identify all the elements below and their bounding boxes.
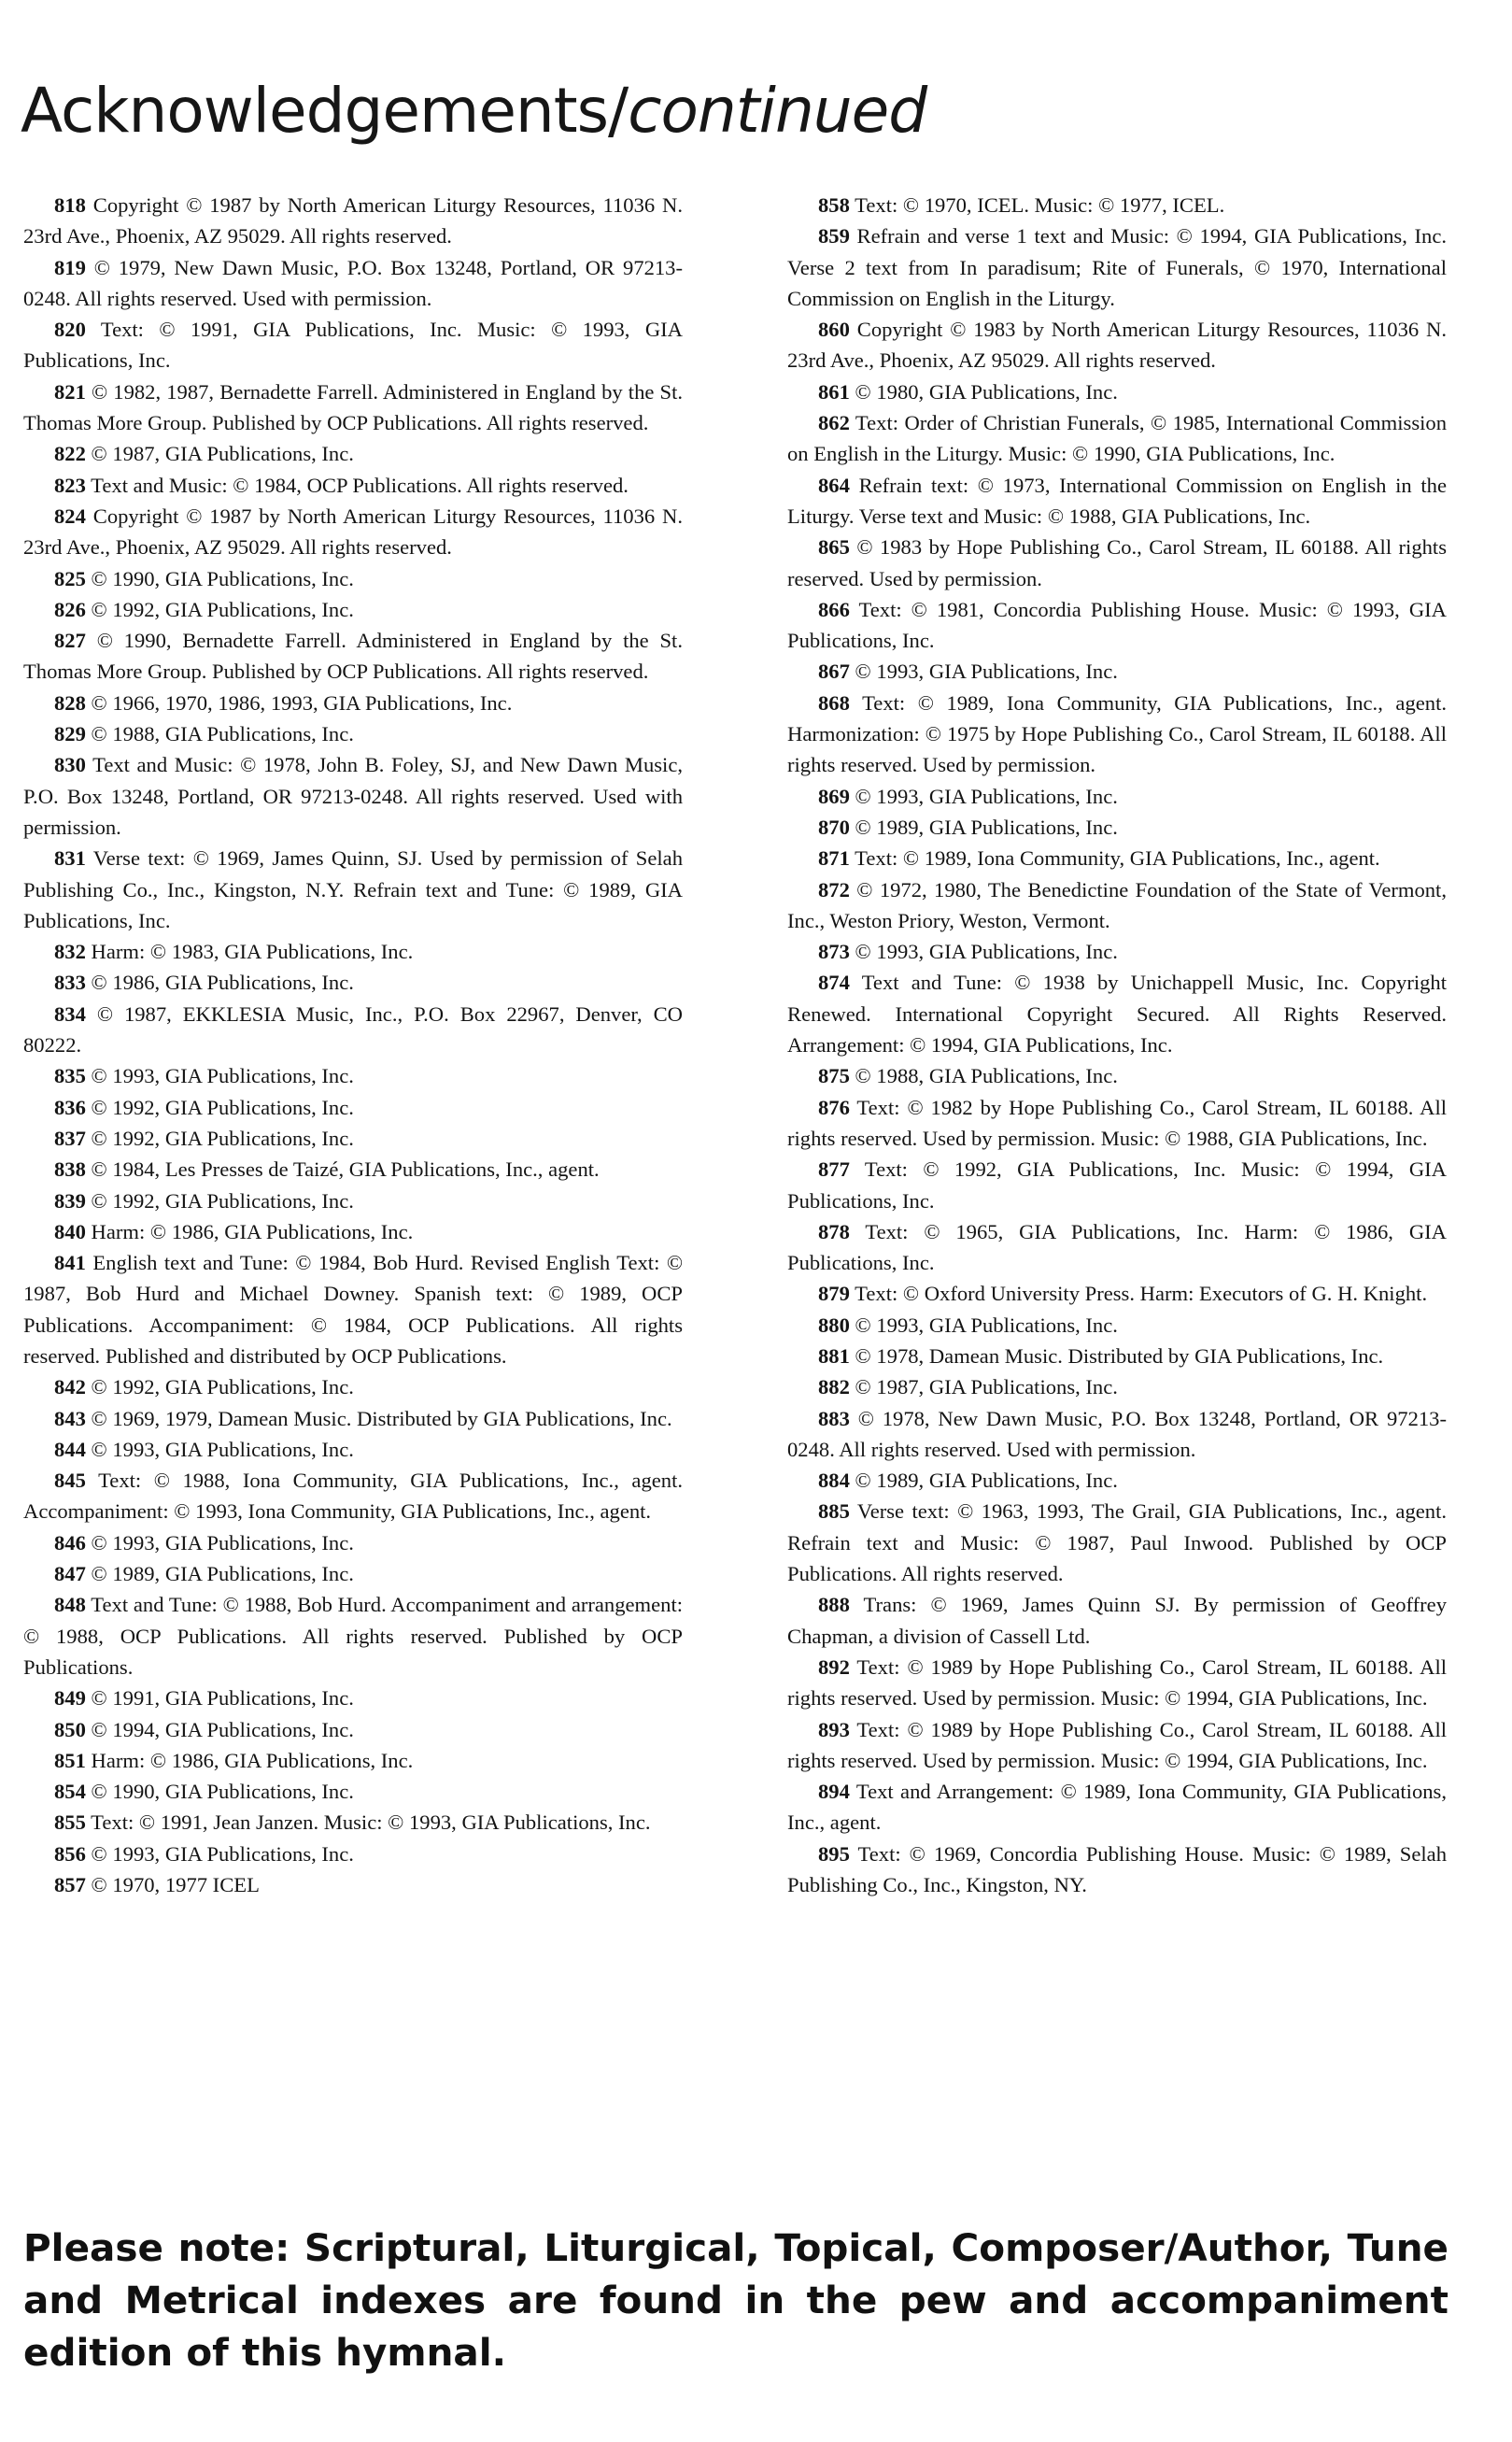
hymn-number: 824 <box>54 504 86 528</box>
copyright-text: Text: © 1988, Iona Community, GIA Publications, Inc., agent. Accompaniment: © 1993, Iona Community, GIA Publications, Inc., agent. <box>23 1469 683 1524</box>
copyright-text: © 1992, GIA Publications, Inc. <box>91 597 354 621</box>
copyright-text: © 1993, GIA Publications, Inc. <box>855 940 1118 964</box>
hymn-number: 827 <box>54 629 86 653</box>
copyright-text: © 1993, GIA Publications, Inc. <box>91 1841 354 1866</box>
copyright-text: © 1989, GIA Publications, Inc. <box>855 1469 1118 1493</box>
copyright-text: © 1987, GIA Publications, Inc. <box>91 442 354 466</box>
acknowledgement-entry <box>787 656 1447 687</box>
acknowledgement-entry <box>787 1278 1447 1309</box>
copyright-text: © 1991, GIA Publications, Inc. <box>91 1686 354 1711</box>
acknowledgements-left-column <box>23 190 683 1900</box>
copyright-text: Text: © 1992, GIA Publications, Inc. Music: © 1994, GIA Publications, Inc. <box>787 1157 1447 1213</box>
copyright-text: Text: © 1981, Concordia Publishing House. Music: © 1993, GIA Publications, Inc. <box>787 597 1447 653</box>
acknowledgement-entry <box>787 407 1447 470</box>
hymn-number: 851 <box>54 1748 86 1772</box>
acknowledgements-right-column <box>787 190 1447 1900</box>
hymn-number: 858 <box>818 193 850 217</box>
hymn-number: 868 <box>818 690 850 715</box>
acknowledgement-entry <box>23 1216 683 1247</box>
hymn-number: 866 <box>818 597 850 621</box>
copyright-text: © 1993, GIA Publications, Inc. <box>855 784 1118 808</box>
hymn-number: 874 <box>818 971 850 995</box>
hymn-number: 870 <box>818 815 850 839</box>
copyright-text: Text and Music: © 1984, OCP Publications. All rights reserved. <box>91 473 629 497</box>
hymn-number: 895 <box>818 1841 850 1866</box>
copyright-text: © 1988, GIA Publications, Inc. <box>91 722 354 746</box>
copyright-text: © 1966, 1970, 1986, 1993, GIA Publications, Inc. <box>91 690 513 715</box>
acknowledgement-entry <box>23 563 683 594</box>
copyright-text: Text: © 1989 by Hope Publishing Co., Carol Stream, IL 60188. All rights reserved. Used by permission. Music: © 1994, GIA Publications, Inc. <box>787 1717 1448 1772</box>
hymn-number: 821 <box>54 379 86 404</box>
copyright-text: © 1993, GIA Publications, Inc. <box>91 1530 354 1555</box>
acknowledgement-entry <box>23 749 683 843</box>
acknowledgement-entry <box>787 967 1447 1060</box>
acknowledgement-entry <box>23 1589 683 1682</box>
copyright-text: Text: © 1969, Concordia Publishing House. Music: © 1989, Selah Publishing Co., Inc., Kingston, NY. <box>787 1841 1447 1897</box>
acknowledgement-entry <box>787 1371 1447 1402</box>
acknowledgement-entry <box>787 781 1447 812</box>
copyright-text: Text: © 1970, ICEL. Music: © 1977, ICEL. <box>855 193 1225 217</box>
title-continued: continued <box>628 75 927 147</box>
hymn-number: 818 <box>54 193 86 217</box>
acknowledgement-entry <box>787 1465 1447 1496</box>
hymn-number: 882 <box>818 1375 850 1399</box>
acknowledgement-entry <box>23 688 683 718</box>
hymn-number: 838 <box>54 1157 86 1182</box>
copyright-text: © 1983 by Hope Publishing Co., Carol Stream, IL 60188. All rights reserved. Used by permission. <box>787 535 1448 590</box>
acknowledgement-entry <box>787 1310 1447 1341</box>
copyright-text: © 1980, GIA Publications, Inc. <box>855 379 1118 404</box>
hymn-number: 883 <box>818 1406 850 1430</box>
hymn-number: 820 <box>54 318 86 342</box>
copyright-text: © 1992, GIA Publications, Inc. <box>91 1375 354 1399</box>
hymn-number: 888 <box>818 1593 850 1617</box>
hymn-number: 835 <box>54 1064 86 1088</box>
copyright-text: Text: © 1991, Jean Janzen. Music: © 1993, GIA Publications, Inc. <box>91 1810 651 1835</box>
acknowledgement-entry <box>23 501 683 563</box>
acknowledgement-entry <box>787 1216 1447 1279</box>
acknowledgement-entry <box>23 1434 683 1465</box>
copyright-text: Harm: © 1986, GIA Publications, Inc. <box>91 1219 414 1243</box>
acknowledgement-entry <box>23 1869 683 1900</box>
acknowledgement-entry <box>23 1776 683 1807</box>
hymn-number: 864 <box>818 473 850 497</box>
copyright-text: © 1992, GIA Publications, Inc. <box>91 1095 354 1119</box>
copyright-text: © 1993, GIA Publications, Inc. <box>91 1064 354 1088</box>
copyright-text: © 1969, 1979, Damean Music. Distributed by GIA Publications, Inc. <box>91 1406 672 1430</box>
copyright-text: Text: © Oxford University Press. Harm: Executors of G. H. Knight. <box>855 1282 1428 1306</box>
hymn-number: 861 <box>818 379 850 404</box>
copyright-text: Refrain text: © 1973, International Commission on English in the Liturgy. Verse text and Music: © 1988, GIA Publications, Inc. <box>787 473 1447 528</box>
acknowledgement-entry <box>23 967 683 998</box>
acknowledgement-entry <box>23 936 683 967</box>
copyright-text: © 1982, 1987, Bernadette Farrell. Administered in England by the St. Thomas More Group. Published by OCP Publications. All rights reserved. <box>23 379 683 435</box>
copyright-text: Copyright © 1987 by North American Liturgy Resources, 11036 N. 23rd Ave., Phoenix, AZ 95029. All rights reserved. <box>23 504 683 560</box>
hymn-number: 840 <box>54 1219 86 1243</box>
hymn-number: 830 <box>54 753 86 777</box>
hymn-number: 845 <box>54 1469 86 1493</box>
hymn-number: 848 <box>54 1593 86 1617</box>
acknowledgement-entry <box>787 594 1447 657</box>
copyright-text: Text and Tune: © 1938 by Unichappell Music, Inc. Copyright Renewed. International Copyright Secured. All Rights Reserved. Arrangement: © 1994, GIA Publications, Inc. <box>787 971 1447 1058</box>
acknowledgement-entry <box>23 1527 683 1558</box>
hymn-number: 843 <box>54 1406 86 1430</box>
copyright-text: Verse text: © 1969, James Quinn, SJ. Used by permission of Selah Publishing Co., Inc., Kingston, N.Y. Refrain text and Tune: © 1989, GIA Publications, Inc. <box>23 846 683 932</box>
copyright-text: Text: Order of Christian Funerals, © 1985, International Commission on English in the Liturgy. Music: © 1990, GIA Publications, Inc. <box>787 411 1447 466</box>
acknowledgement-entry <box>787 843 1447 873</box>
hymn-number: 867 <box>818 660 850 684</box>
acknowledgement-entry <box>23 1807 683 1838</box>
acknowledgement-entry <box>787 1060 1447 1091</box>
copyright-text: Text and Tune: © 1988, Bob Hurd. Accompaniment and arrangement: © 1988, OCP Publications. All rights reserved. Published by OCP Publications. <box>23 1593 683 1679</box>
copyright-text: English text and Tune: © 1984, Bob Hurd. Revised English Text: © 1987, Bob Hurd and Michael Downey. Spanish text: © 1989, OCP Publications. Accompaniment: © 1984, OCP Publications. All rights reserved. Published and distributed by OCP Publications. <box>23 1251 683 1368</box>
hymn-number: 860 <box>818 318 850 342</box>
acknowledgement-entry <box>23 718 683 749</box>
hymn-number: 822 <box>54 442 86 466</box>
acknowledgement-entry <box>23 376 683 439</box>
hymn-number: 875 <box>818 1064 850 1088</box>
acknowledgement-entry <box>787 1496 1447 1589</box>
hymn-number: 828 <box>54 690 86 715</box>
copyright-text: Text and Arrangement: © 1989, Iona Community, GIA Publications, Inc., agent. <box>787 1780 1447 1835</box>
acknowledgement-entry <box>23 190 683 252</box>
hymn-number: 871 <box>818 846 850 871</box>
acknowledgement-entry <box>23 438 683 469</box>
hymn-number: 894 <box>818 1780 850 1804</box>
hymn-number: 839 <box>54 1188 86 1213</box>
hymn-number: 881 <box>818 1343 850 1368</box>
copyright-text: © 1989, GIA Publications, Inc. <box>91 1562 354 1586</box>
copyright-text: Refrain and verse 1 text and Music: © 1994, GIA Publications, Inc. Verse 2 text from In paradisum; Rite of Funerals, © 1970, International Commission on English in the Liturgy. <box>787 224 1447 310</box>
acknowledgement-entry <box>23 470 683 501</box>
acknowledgement-entry <box>23 625 683 688</box>
hymn-number: 884 <box>818 1469 850 1493</box>
copyright-text: Trans: © 1969, James Quinn SJ. By permission of Geoffrey Chapman, a division of Cassell Ltd. <box>787 1593 1447 1648</box>
hymn-number: 837 <box>54 1126 86 1150</box>
hymn-number: 862 <box>818 411 850 435</box>
hymn-number: 877 <box>818 1157 850 1182</box>
hymn-number: 876 <box>818 1095 850 1119</box>
hymn-number: 865 <box>818 535 850 560</box>
copyright-text: © 1990, GIA Publications, Inc. <box>91 1780 354 1804</box>
acknowledgement-entry <box>787 1714 1447 1777</box>
copyright-text: Harm: © 1983, GIA Publications, Inc. <box>91 940 414 964</box>
copyright-text: © 1990, GIA Publications, Inc. <box>91 566 354 590</box>
acknowledgement-entry <box>787 314 1447 376</box>
copyright-text: Copyright © 1987 by North American Liturgy Resources, 11036 N. 23rd Ave., Phoenix, AZ 95029. All rights reserved. <box>23 193 683 248</box>
copyright-text: © 1993, GIA Publications, Inc. <box>91 1437 354 1461</box>
copyright-text: © 1987, GIA Publications, Inc. <box>855 1375 1118 1399</box>
acknowledgement-entry <box>23 1682 683 1713</box>
copyright-text: Text: © 1989 by Hope Publishing Co., Carol Stream, IL 60188. All rights reserved. Used by permission. Music: © 1994, GIA Publications, Inc. <box>787 1654 1448 1711</box>
hymn-number: 857 <box>54 1873 86 1897</box>
hymn-number: 859 <box>818 224 850 248</box>
copyright-text: © 1993, GIA Publications, Inc. <box>855 660 1118 684</box>
copyright-text: © 1989, GIA Publications, Inc. <box>855 815 1118 839</box>
acknowledgement-entry <box>787 1092 1447 1155</box>
copyright-text: © 1988, GIA Publications, Inc. <box>855 1064 1118 1088</box>
hymn-number: 850 <box>54 1717 86 1741</box>
hymn-number: 880 <box>818 1313 850 1337</box>
acknowledgement-entry <box>23 1371 683 1402</box>
hymn-number: 869 <box>818 784 850 808</box>
copyright-text: © 1990, Bernadette Farrell. Administered in England by the St. Thomas More Group. Published by OCP Publications. All rights reserved. <box>23 629 683 684</box>
hymn-number: 878 <box>818 1219 850 1243</box>
acknowledgement-entry <box>23 252 683 315</box>
acknowledgement-entry <box>23 1745 683 1776</box>
hymn-number: 879 <box>818 1282 850 1306</box>
hymn-number: 846 <box>54 1530 86 1555</box>
hymn-number: 844 <box>54 1437 86 1461</box>
hymn-number: 872 <box>818 877 850 902</box>
acknowledgement-entry <box>23 843 683 936</box>
acknowledgement-entry <box>23 999 683 1061</box>
copyright-text: © 1992, GIA Publications, Inc. <box>91 1126 354 1150</box>
copyright-text: Text: © 1991, GIA Publications, Inc. Music: © 1993, GIA Publications, Inc. <box>23 318 683 373</box>
acknowledgement-entry <box>787 1839 1447 1901</box>
acknowledgement-entry <box>23 1186 683 1216</box>
hymn-number: 831 <box>54 846 86 871</box>
copyright-text: Verse text: © 1963, 1993, The Grail, GIA Publications, Inc., agent. Refrain text and Music: © 1987, Paul Inwood. Published by OCP Publications. All rights reserved. <box>787 1499 1447 1586</box>
acknowledgement-entry <box>23 1154 683 1185</box>
acknowledgement-entry <box>787 1589 1447 1652</box>
acknowledgement-entry <box>23 1092 683 1123</box>
page-title <box>21 75 927 147</box>
footer-note: Please note: Scriptural, Liturgical, Topical, Composer/Author, Tune and Metrical indexes are found in the pew and accompaniment edition of this hymnal. <box>23 2225 1448 2375</box>
copyright-text: © 1978, Damean Music. Distributed by GIA Publications, Inc. <box>855 1343 1384 1368</box>
acknowledgement-entry <box>787 1776 1447 1839</box>
acknowledgement-entry <box>787 1154 1447 1216</box>
hymn-number: 885 <box>818 1499 850 1524</box>
acknowledgement-entry <box>23 314 683 376</box>
copyright-text: © 1972, 1980, The Benedictine Foundation of the State of Vermont, Inc., Weston Priory, Weston, Vermont. <box>787 877 1447 932</box>
hymn-number: 849 <box>54 1686 86 1711</box>
copyright-text: © 1994, GIA Publications, Inc. <box>91 1717 354 1741</box>
hymn-number: 892 <box>818 1654 850 1679</box>
title-main: Acknowledgements/ <box>21 75 629 147</box>
acknowledgement-entry <box>787 874 1447 937</box>
hymn-number: 819 <box>54 255 86 279</box>
copyright-text: Text: © 1989, Iona Community, GIA Publications, Inc., agent. Harmonization: © 1975 by Hope Publishing Co., Carol Stream, IL 60188. All rights reserved. Used by permission. <box>787 690 1447 777</box>
copyright-text: © 1987, EKKLESIA Music, Inc., P.O. Box 22967, Denver, CO 80222. <box>23 1001 683 1058</box>
acknowledgement-entry <box>787 190 1447 220</box>
acknowledgement-entry <box>23 1403 683 1434</box>
hymn-number: 826 <box>54 597 86 621</box>
copyright-text: Text: © 1982 by Hope Publishing Co., Carol Stream, IL 60188. All rights reserved. Used by permission. Music: © 1988, GIA Publications, Inc. <box>787 1095 1448 1150</box>
copyright-text: © 1978, New Dawn Music, P.O. Box 13248, Portland, OR 97213-0248. All rights reserved. Used with permission. <box>787 1406 1447 1461</box>
acknowledgement-entry <box>787 1652 1447 1714</box>
acknowledgement-entry <box>23 1839 683 1869</box>
acknowledgement-entry <box>23 1060 683 1091</box>
copyright-text: Text and Music: © 1978, John B. Foley, SJ, and New Dawn Music, P.O. Box 13248, Portland, OR 97213-0248. All rights reserved. Used with permission. <box>23 753 683 839</box>
hymn-number: 823 <box>54 473 86 497</box>
hymn-number: 893 <box>818 1717 850 1741</box>
hymn-number: 873 <box>818 940 850 964</box>
copyright-text: © 1986, GIA Publications, Inc. <box>91 971 354 995</box>
acknowledgement-entry <box>787 936 1447 967</box>
acknowledgement-entry <box>787 376 1447 407</box>
copyright-text: © 1984, Les Presses de Taizé, GIA Publications, Inc., agent. <box>91 1157 600 1182</box>
copyright-text: © 1970, 1977 ICEL <box>91 1873 260 1897</box>
hymn-number: 855 <box>54 1810 86 1835</box>
hymn-number: 854 <box>54 1780 86 1804</box>
acknowledgement-entry <box>787 532 1447 594</box>
copyright-text: Text: © 1989, Iona Community, GIA Publications, Inc., agent. <box>855 846 1380 871</box>
hymn-number: 834 <box>54 1001 86 1026</box>
acknowledgement-entry <box>23 1714 683 1745</box>
acknowledgement-entry <box>23 1247 683 1371</box>
acknowledgement-entry <box>23 1558 683 1589</box>
acknowledgement-entry <box>23 1465 683 1527</box>
copyright-text: Copyright © 1983 by North American Liturgy Resources, 11036 N. 23rd Ave., Phoenix, AZ 95029. All rights reserved. <box>787 318 1447 373</box>
copyright-text: © 1979, New Dawn Music, P.O. Box 13248, Portland, OR 97213-0248. All rights reserved. Used with permission. <box>23 255 683 310</box>
acknowledgement-entry <box>787 470 1447 532</box>
hymn-number: 842 <box>54 1375 86 1399</box>
hymn-number: 847 <box>54 1562 86 1586</box>
acknowledgement-entry <box>23 1123 683 1154</box>
acknowledgement-entry <box>787 688 1447 781</box>
hymn-number: 856 <box>54 1841 86 1866</box>
hymn-number: 841 <box>54 1251 86 1275</box>
acknowledgement-entry <box>787 220 1447 314</box>
acknowledgement-entry <box>787 1341 1447 1371</box>
acknowledgement-entry <box>787 812 1447 843</box>
copyright-text: Text: © 1965, GIA Publications, Inc. Harm: © 1986, GIA Publications, Inc. <box>787 1219 1447 1275</box>
hymn-number: 829 <box>54 722 86 746</box>
copyright-text: © 1992, GIA Publications, Inc. <box>91 1188 354 1213</box>
hymn-number: 832 <box>54 940 86 964</box>
hymn-number: 833 <box>54 971 86 995</box>
hymn-number: 825 <box>54 566 86 590</box>
copyright-text: Harm: © 1986, GIA Publications, Inc. <box>91 1748 414 1772</box>
copyright-text: © 1993, GIA Publications, Inc. <box>855 1313 1118 1337</box>
acknowledgement-entry <box>23 594 683 625</box>
acknowledgement-entry <box>787 1403 1447 1466</box>
hymn-number: 836 <box>54 1095 86 1119</box>
